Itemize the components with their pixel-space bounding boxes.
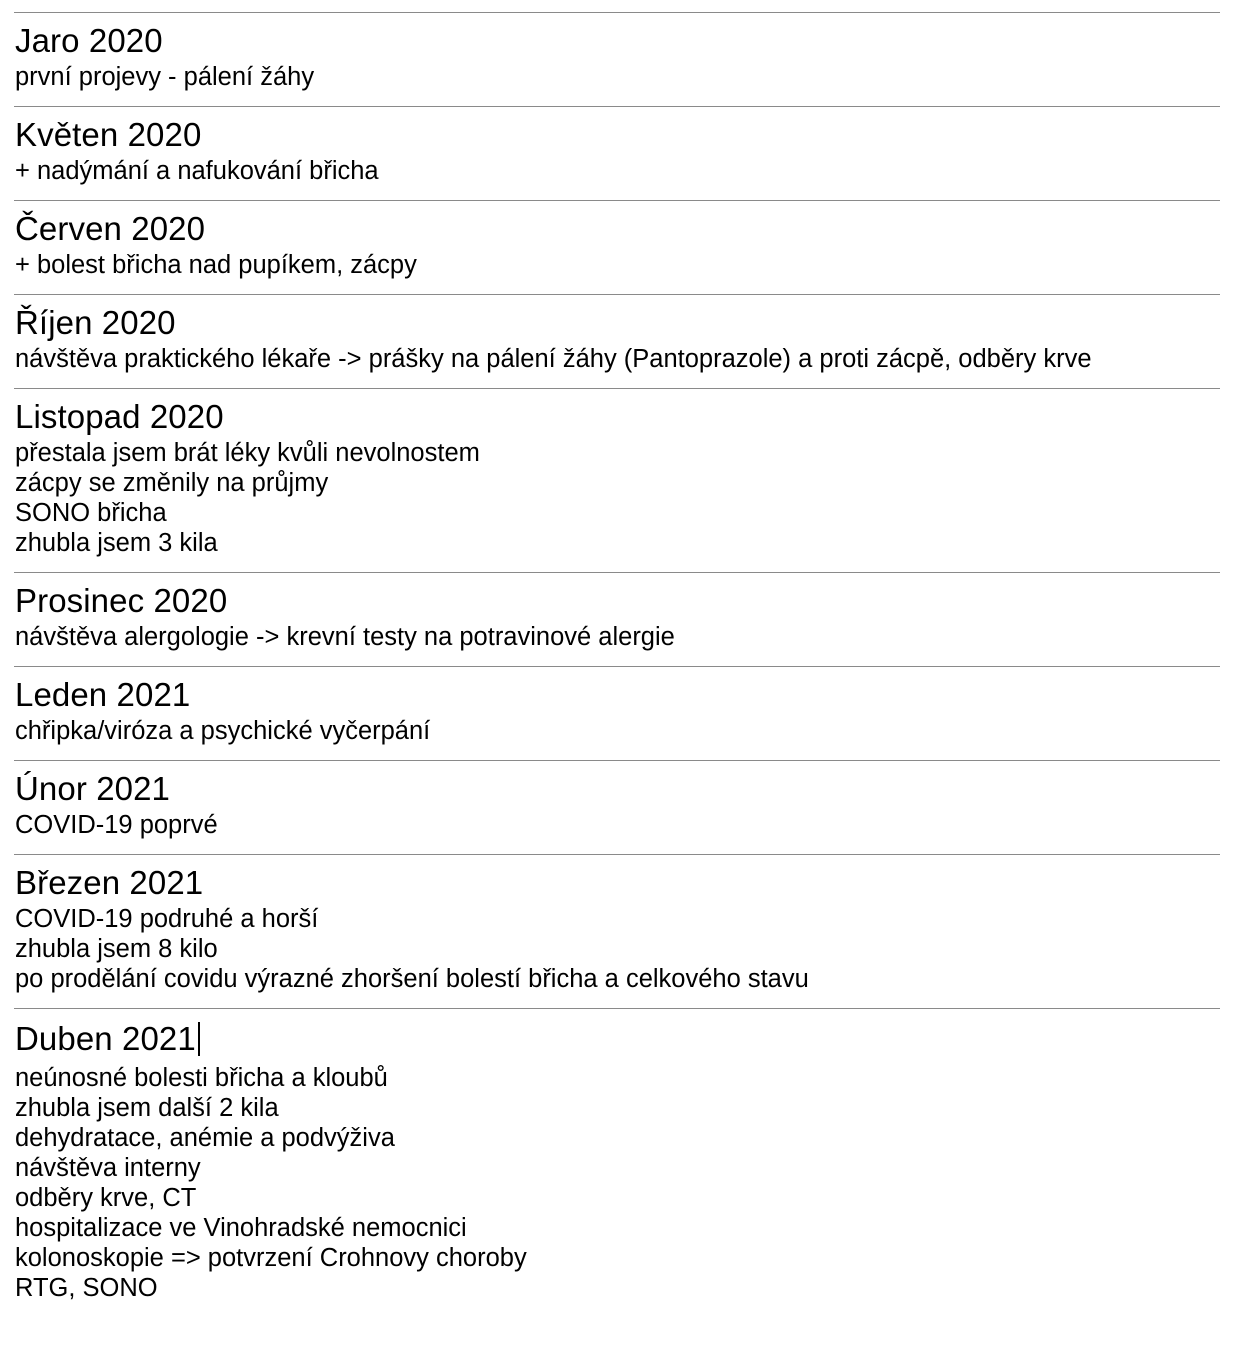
entry-title-text[interactable]: Květen 2020	[15, 116, 202, 153]
timeline-entry	[14, 12, 1220, 106]
entry-title-text[interactable]: Červen 2020	[15, 210, 206, 247]
entry-line[interactable]: COVID-19 poprvé	[15, 811, 218, 839]
timeline-entry	[14, 760, 1220, 854]
entry-title-text[interactable]: Říjen 2020	[15, 304, 176, 341]
entry-line[interactable]: zácpy se změnily na průjmy	[15, 469, 329, 497]
entry-title[interactable]	[15, 769, 1220, 809]
entry-title-text[interactable]: Březen 2021	[15, 864, 204, 901]
entry-line[interactable]: chřipka/viróza a psychické vyčerpání	[15, 717, 431, 745]
entry-title[interactable]	[15, 115, 1220, 155]
timeline-entry	[14, 666, 1220, 760]
entry-title[interactable]	[15, 581, 1220, 621]
timeline-entry	[14, 294, 1220, 388]
entry-line[interactable]: COVID-19 podruhé a horší	[15, 905, 319, 933]
entry-title[interactable]	[15, 863, 1220, 903]
timeline-entry	[14, 1008, 1220, 1317]
entry-line[interactable]: návštěva interny	[15, 1154, 201, 1182]
entry-line[interactable]: + bolest břicha nad pupíkem, zácpy	[15, 251, 417, 279]
timeline-entry	[14, 200, 1220, 294]
entry-line[interactable]: dehydratace, anémie a podvýživa	[15, 1124, 395, 1152]
timeline-entry	[14, 106, 1220, 200]
entry-line[interactable]: odběry krve, CT	[15, 1184, 197, 1212]
entry-title[interactable]	[15, 397, 1220, 437]
entry-line[interactable]: kolonoskopie => potvrzení Crohnovy choroby	[15, 1244, 527, 1272]
entry-line[interactable]: zhubla jsem 3 kila	[15, 529, 218, 557]
entry-line[interactable]: návštěva alergologie -> krevní testy na potravinové alergie	[15, 623, 675, 651]
entry-title-text[interactable]: Listopad 2020	[15, 398, 224, 435]
entry-title-text[interactable]: Leden 2021	[15, 676, 191, 713]
entry-line[interactable]: první projevy - pálení žáhy	[15, 63, 315, 91]
entry-title-text[interactable]: Únor 2021	[15, 770, 171, 807]
entry-line[interactable]: přestala jsem brát léky kvůli nevolnostem	[15, 439, 480, 467]
entry-title-text[interactable]: Prosinec 2020	[15, 582, 228, 619]
entry-line[interactable]: SONO břicha	[15, 499, 167, 527]
entry-line[interactable]: + nadýmání a nafukování břicha	[15, 157, 379, 185]
timeline-entry	[14, 572, 1220, 666]
entry-line[interactable]: po prodělání covidu výrazné zhoršení bolestí břicha a celkového stavu	[15, 965, 809, 993]
entry-line[interactable]: RTG, SONO	[15, 1274, 158, 1302]
entry-line[interactable]: zhubla jsem další 2 kila	[15, 1094, 279, 1122]
timeline-entry	[14, 854, 1220, 1008]
entry-title[interactable]	[15, 1019, 1220, 1059]
entry-line[interactable]: návštěva praktického lékaře -> prášky na pálení žáhy (Pantoprazole) a proti zácpě, odběry krve	[15, 345, 1092, 373]
text-cursor	[198, 1022, 200, 1056]
entry-title[interactable]	[15, 209, 1220, 249]
entry-title-text[interactable]: Duben 2021	[15, 1020, 196, 1057]
entry-line[interactable]: hospitalizace ve Vinohradské nemocnici	[15, 1214, 467, 1242]
entry-title[interactable]	[15, 21, 1220, 61]
entry-title[interactable]	[15, 675, 1220, 715]
entry-line[interactable]: zhubla jsem 8 kilo	[15, 935, 218, 963]
timeline-entry	[14, 388, 1220, 572]
entry-title[interactable]	[15, 303, 1220, 343]
entry-title-text[interactable]: Jaro 2020	[15, 22, 163, 59]
entry-line[interactable]: neúnosné bolesti břicha a kloubů	[15, 1064, 388, 1092]
